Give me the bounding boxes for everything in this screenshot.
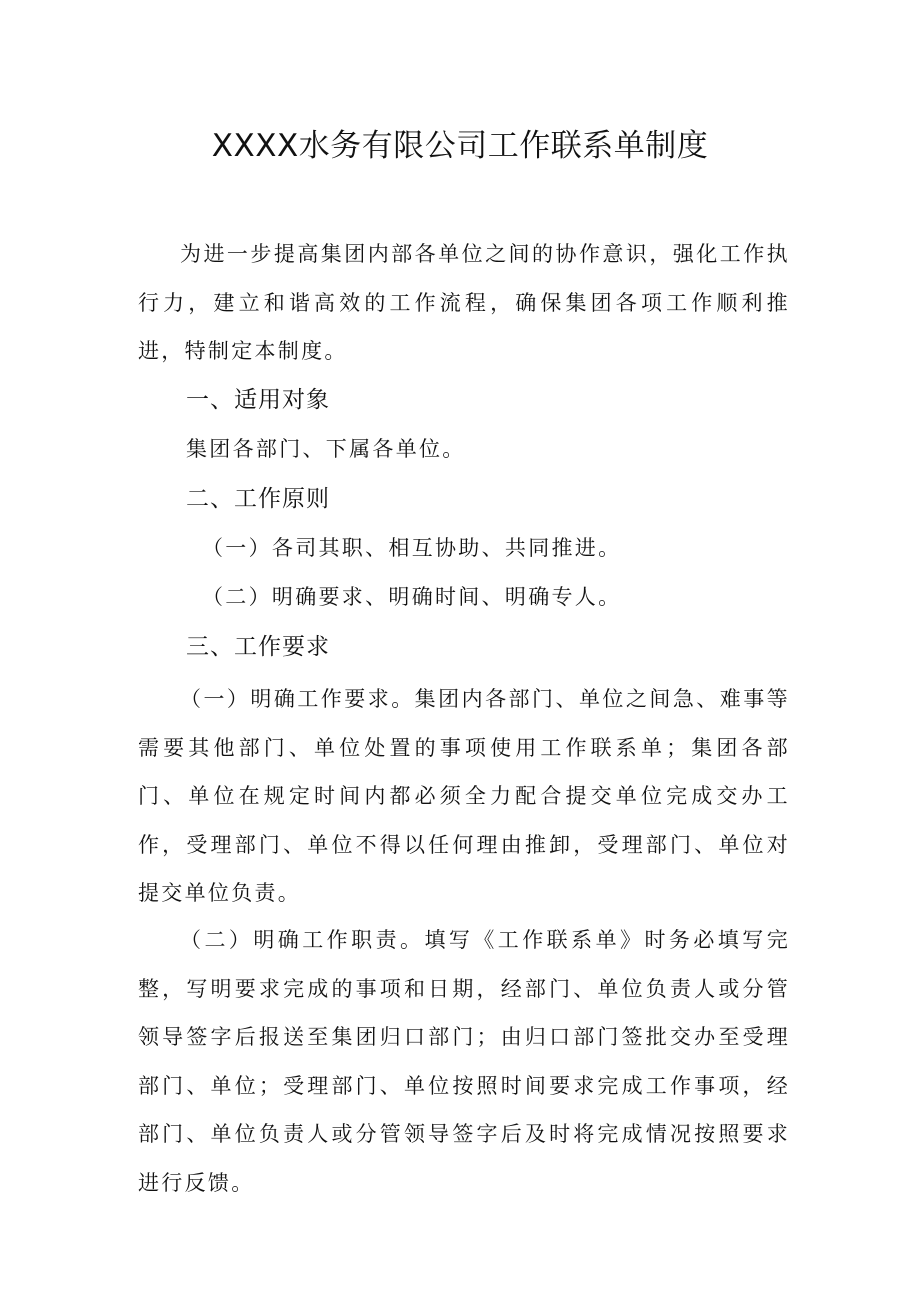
- section-heading-principles: 二、工作原则: [186, 486, 330, 512]
- scope-text: 集团各部门、下属各单位。: [186, 437, 466, 461]
- requirement-block-1: [138, 675, 790, 918]
- requirement-paragraph: （二）明确工作职责。填写《工作联系单》时务必填写完整，写明要求完成的事项和日期，经部门、单位负责人或分管领导签字后报送至集团归口部门；由归口部门签批交办至受理部门、单位；受理部门、单位按照时间要求完成工作事项，经部门、单位负责人或分管领导签字后及时将完成情况按照要求进行反馈。: [138, 928, 790, 1195]
- principle-item: （一）各司其职、相互协助、共同推进。: [202, 536, 622, 560]
- requirement-block-2: [138, 916, 790, 1208]
- section-heading-requirements: 三、工作要求: [186, 634, 330, 660]
- requirement-paragraph: （一）明确工作要求。集团内各部门、单位之间急、难事等需要其他部门、单位处置的事项使用工作联系单；集团各部门、单位在规定时间内都必须全力配合提交单位完成交办工作，受理部门、单位不得以任何理由推卸，受理部门、单位对提交单位负责。: [138, 687, 790, 906]
- intro-block: [138, 230, 790, 376]
- section-heading-scope: 一、适用对象: [186, 387, 330, 413]
- intro-paragraph: 为进一步提高集团内部各单位之间的协作意识，强化工作执行力，建立和谐高效的工作流程，确保集团各项工作顺利推进，特制定本制度。: [138, 242, 790, 364]
- principle-item: （二）明确要求、明确时间、明确专人。: [202, 585, 622, 609]
- document-title: XXXX水务有限公司工作联系单制度: [211, 128, 709, 164]
